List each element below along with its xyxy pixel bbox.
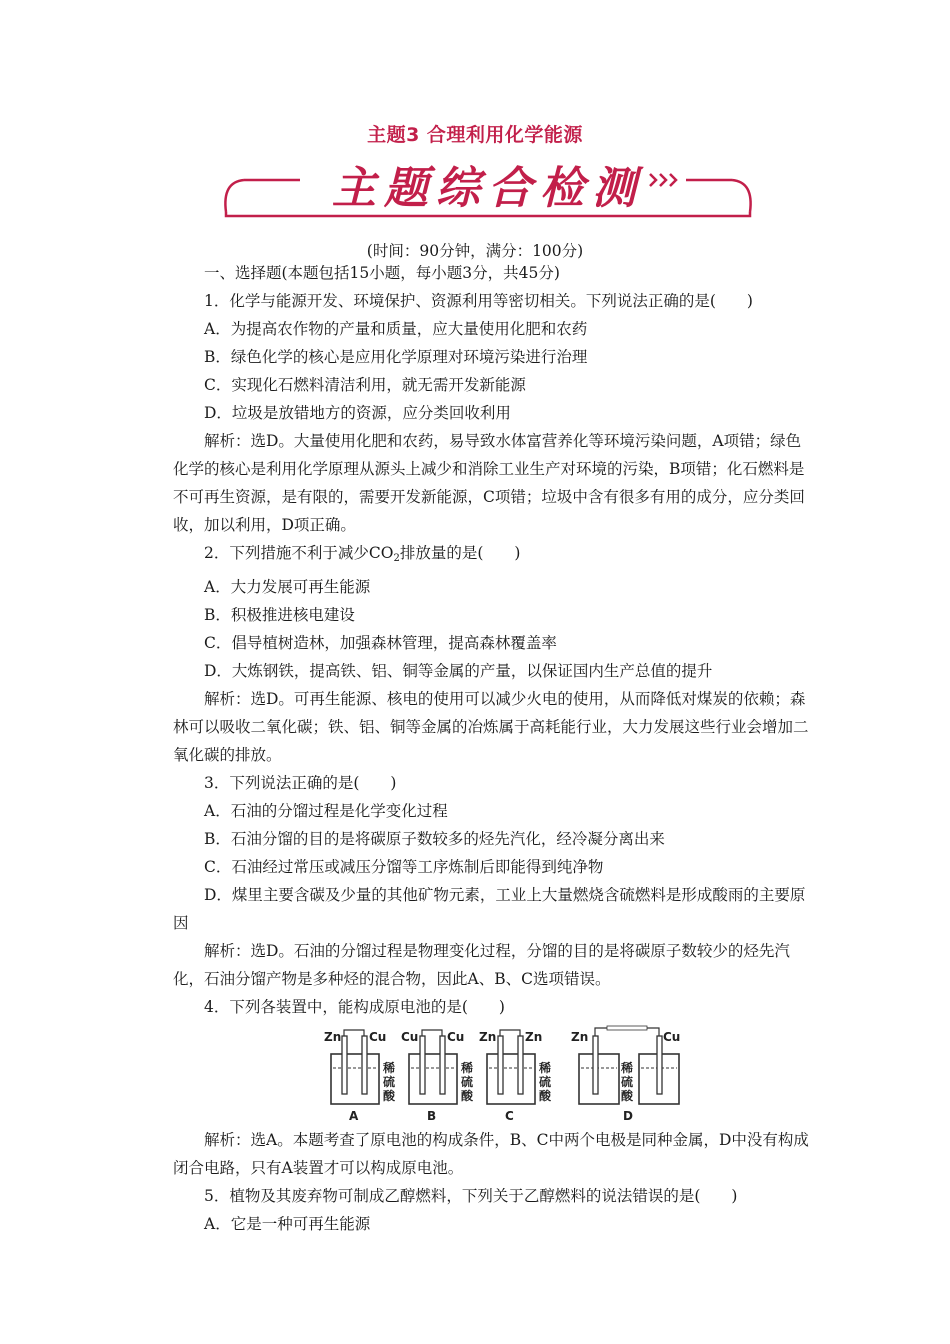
setup-b-left-electrode: Cu bbox=[401, 1030, 419, 1044]
setup-b-electrolyte-1: 稀 bbox=[461, 1061, 474, 1075]
question-1-analysis: 解析：选D。大量使用化肥和农药，易导致水体富营养化等环境污染问题，A项错；绿色化学的核心是利用化学原理从源头上减少和消除工业生产对环境的污染，B项错；化石燃料是不可再生资源，是有限的，需要开发新能源，C项错；垃圾中含有很多有用的成分，应分类回收，加以利用，D项正确。 bbox=[173, 432, 805, 534]
galvanic-cell-figure bbox=[321, 1024, 681, 1126]
setup-d-right-electrode: Cu bbox=[663, 1030, 681, 1044]
question-2-stem bbox=[173, 539, 813, 573]
setup-d-electrolyte-3: 酸 bbox=[621, 1089, 634, 1103]
banner-title: 主题综合检测 bbox=[332, 163, 644, 214]
setup-b-label: B bbox=[427, 1109, 437, 1123]
setup-b-electrolyte-2: 硫 bbox=[461, 1075, 474, 1089]
setup-b-electrolyte-3: 酸 bbox=[461, 1089, 474, 1103]
question-5-stem: 5．植物及其废弃物可制成乙醇燃料，下列关于乙醇燃料的说法错误的是( ) bbox=[204, 1187, 738, 1205]
setup-c-electrolyte-3: 酸 bbox=[539, 1089, 552, 1103]
setup-b bbox=[401, 1030, 474, 1123]
question-2-stem-sub: 2 bbox=[393, 553, 400, 564]
setup-d-label: D bbox=[623, 1109, 633, 1123]
question-4-analysis: 解析：选A。本题考查了原电池的构成条件，B、C中两个电极是同种金属，D中没有构成闭合电路，只有A装置才可以构成原电池。 bbox=[173, 1131, 809, 1177]
question-2-option-c: C．倡导植树造林，加强森林管理，提高森林覆盖率 bbox=[204, 634, 557, 652]
question-3-analysis: 解析：选D。石油的分馏过程是物理变化过程，分馏的目的是将碳原子数较少的烃先汽化，石油分馏产物是多种烃的混合物，因此A、B、C选项错误。 bbox=[173, 942, 790, 988]
setup-a bbox=[324, 1030, 396, 1123]
question-3-option-d: D．煤里主要含碳及少量的其他矿物元素，工业上大量燃烧含硫燃料是形成酸雨的主要原因 bbox=[173, 886, 806, 932]
exam-meta: (时间：90分钟，满分：100分) bbox=[366, 242, 584, 260]
question-1-option-b: B．绿色化学的核心是应用化学原理对环境污染进行治理 bbox=[204, 348, 588, 366]
question-1-option-c: C．实现化石燃料清洁利用，就无需开发新能源 bbox=[204, 376, 526, 394]
setup-a-electrolyte-2: 硫 bbox=[383, 1075, 396, 1089]
setup-a-label: A bbox=[349, 1109, 359, 1123]
question-1-stem: 1．化学与能源开发、环境保护、资源利用等密切相关。下列说法正确的是( ) bbox=[204, 292, 753, 310]
topic-title: 主题3 合理利用化学能源 bbox=[367, 124, 583, 146]
setup-d-left-electrode: Zn bbox=[571, 1030, 589, 1044]
question-1-option-a: A．为提高农作物的产量和质量，应大量使用化肥和农药 bbox=[204, 320, 588, 338]
banner bbox=[218, 146, 758, 220]
setup-c-left-electrode: Zn bbox=[479, 1030, 497, 1044]
question-2-option-b: B．积极推进核电建设 bbox=[204, 606, 355, 624]
setup-d-electrolyte-2: 硫 bbox=[621, 1075, 634, 1089]
setup-a-left-electrode: Zn bbox=[324, 1030, 342, 1044]
question-2-stem-b: 排放量的是( ) bbox=[399, 544, 521, 562]
question-2-option-a: A．大力发展可再生能源 bbox=[204, 578, 371, 596]
question-1-option-d: D．垃圾是放错地方的资源，应分类回收利用 bbox=[204, 404, 511, 422]
question-2-stem-a: 2．下列措施不利于减少CO bbox=[204, 544, 394, 562]
question-3-stem: 3．下列说法正确的是( ) bbox=[204, 774, 397, 792]
document-body bbox=[173, 259, 813, 1238]
question-3-option-c: C．石油经过常压或减压分馏等工序炼制后即能得到纯净物 bbox=[204, 858, 604, 876]
setup-c bbox=[479, 1030, 552, 1123]
setup-b-right-electrode: Cu bbox=[447, 1030, 465, 1044]
question-2-option-d: D．大炼钢铁，提高铁、铝、铜等金属的产量，以保证国内生产总值的提升 bbox=[204, 662, 713, 680]
setup-a-right-electrode: Cu bbox=[369, 1030, 387, 1044]
question-4-stem: 4．下列各装置中，能构成原电池的是( ) bbox=[204, 998, 505, 1016]
question-3-option-a: A．石油的分馏过程是化学变化过程 bbox=[204, 802, 448, 820]
setup-c-electrolyte-1: 稀 bbox=[539, 1061, 552, 1075]
question-3-option-b: B．石油分馏的目的是将碳原子数较多的烃先汽化，经冷凝分离出来 bbox=[204, 830, 665, 848]
section-heading: 一、选择题(本题包括15小题，每小题3分，共45分) bbox=[204, 264, 560, 282]
question-2-analysis: 解析：选D。可再生能源、核电的使用可以减少火电的使用，从而降低对煤炭的依赖；森林可以吸收二氧化碳；铁、铝、铜等金属的冶炼属于高耗能行业，大力发展这些行业会增加二氧化碳的排放。 bbox=[173, 690, 809, 764]
setup-c-label: C bbox=[505, 1109, 514, 1123]
setup-a-electrolyte-3: 酸 bbox=[383, 1089, 396, 1103]
setup-d-electrolyte-1: 稀 bbox=[621, 1061, 634, 1075]
setup-c-electrolyte-2: 硫 bbox=[539, 1075, 552, 1089]
setup-c-right-electrode: Zn bbox=[525, 1030, 543, 1044]
question-5-option-a: A．它是一种可再生能源 bbox=[204, 1215, 371, 1233]
setup-d bbox=[571, 1026, 680, 1123]
setup-a-electrolyte-1: 稀 bbox=[383, 1061, 396, 1075]
